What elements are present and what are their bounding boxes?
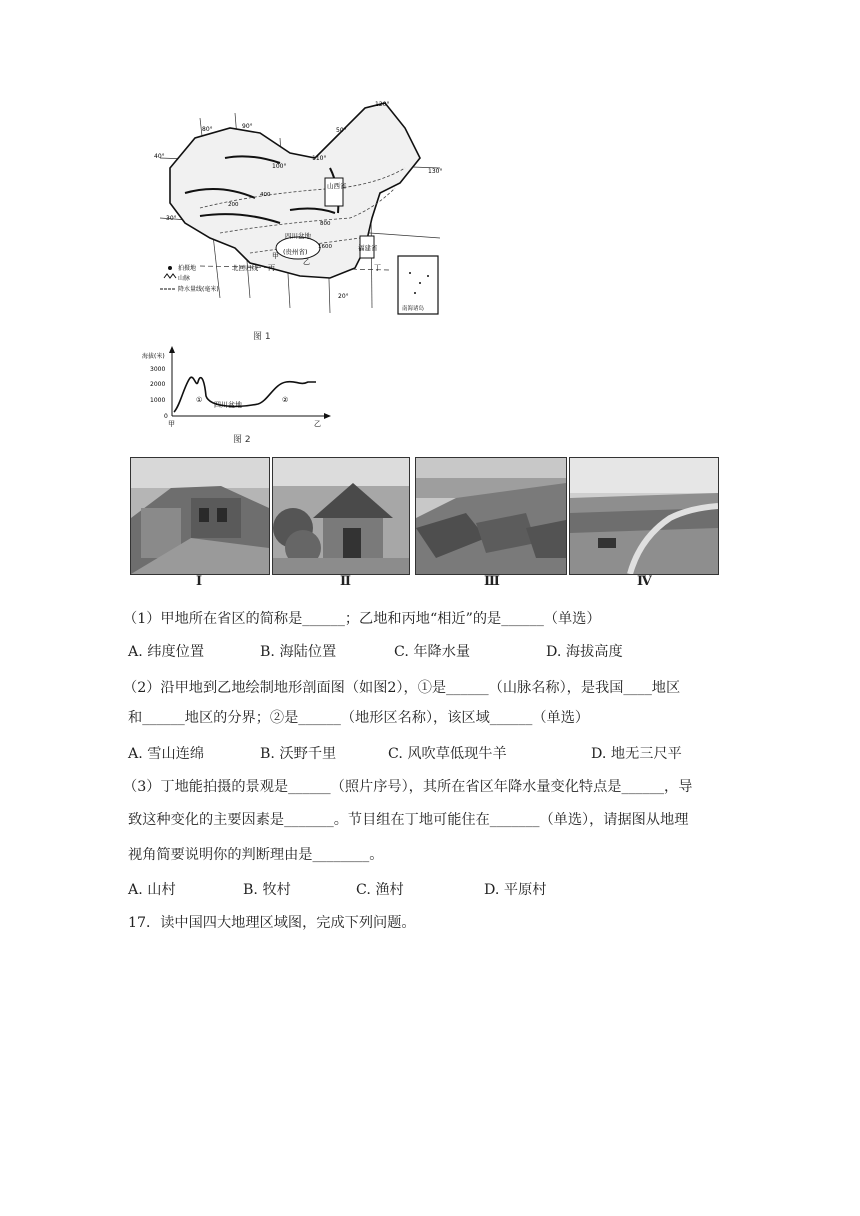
ytick-1000: 1000 [150,397,166,404]
label-nanhai: 南海诸岛 [402,306,425,312]
profile-mark-1: ① [196,396,203,404]
legend-shooting-site: 拍摄地 [178,265,197,272]
photo-label-4: Ⅳ [637,574,652,589]
photo-2 [272,457,410,575]
q2-option-b: B. 沃野千里 [260,746,337,762]
q3-option-c: C. 渔村 [356,882,404,898]
photo-3 [415,457,567,575]
q2-option-d: D. 地无三尺平 [591,746,682,762]
q3-option-d: D. 平原村 [484,882,547,898]
figure1-map [140,98,450,320]
isoline-800: 800 [320,221,331,227]
question-2-line-2: 和______地区的分界；②是______（地形区名称），该区域______（单选） [128,710,590,726]
figure1-caption: 图 1 [253,332,271,342]
q3-option-b: B. 牧村 [243,882,291,898]
tick-lon-130: 130° [428,168,443,175]
photo-label-1: Ⅰ [196,574,203,589]
isoline-200: 200 [228,202,239,208]
ytick-2000: 2000 [150,381,166,388]
q2-option-a: A. 雪山连绵 [128,746,205,762]
tick-lat-20: 20° [338,293,349,300]
q1-option-a: A. 纬度位置 [128,644,205,660]
label-jia: 甲 [272,252,279,260]
profile-mark-2: ② [282,396,289,404]
q1-option-d: D. 海拔高度 [546,644,623,660]
ytick-3000: 3000 [150,366,166,373]
tick-lat-30: 30° [166,215,177,222]
map-legend [160,264,219,293]
q1-option-b: B. 海陆位置 [260,644,337,660]
china-map-svg [140,98,450,320]
label-tropic: 北回归线 [232,264,258,272]
question-17: 17．读中国四大地理区域图，完成下列问题。 [128,915,416,931]
profile-svg [140,346,340,428]
profile-x-start: 甲 [168,420,175,428]
question-3-line-2: 致这种变化的主要因素是_______。节目组在丁地可能住在_______（单选），请据图从地理 [128,812,689,828]
profile-basin-label: 四川盆地 [214,401,242,409]
tick-lon-100: 100° [272,163,287,170]
label-sichuan: 四川盆地 [285,232,311,240]
tick-lon-110: 110° [312,155,327,162]
question-3-line-1: （3）丁地能拍摄的景观是______（照片序号），其所在省区年降水量变化特点是______，导 [123,779,693,795]
label-yi: 乙 [303,258,310,266]
q1-option-c: C. 年降水量 [394,644,471,660]
tick-lat-50: 50° [336,127,347,134]
photo-label-2: Ⅱ [340,574,351,589]
ytick-0: 0 [164,413,168,420]
photo-label-3: Ⅲ [484,574,500,589]
legend-mountain: 山脉 [178,275,191,282]
photo-1 [130,457,270,575]
figure2-caption: 图 2 [233,435,251,445]
label-bing: 丙 [268,264,275,272]
photo-4 [569,457,719,575]
tick-lat-40: 40° [154,153,165,160]
tick-lon-80: 80° [202,126,213,133]
tick-lon-120: 120° [375,101,390,108]
q2-option-c: C. 风吹草低现牛羊 [388,746,507,762]
question-3-line-3: 视角简要说明你的判断理由是________。 [128,847,384,863]
question-1: （1）甲地所在省区的简称是______；乙地和丙地“相近”的是______（单选） [123,611,601,627]
label-guizhou: (贵州省) [283,248,308,256]
label-fujian: 福建省 [358,244,378,252]
profile-x-end: 乙 [314,420,321,428]
question-2-line-1: （2）沿甲地到乙地绘制地形剖面图（如图2），①是______（山脉名称），是我国____地区 [123,680,681,696]
isoline-1600: 1600 [318,244,332,250]
profile-line [174,377,316,412]
label-shanxi: 山西省 [327,182,347,190]
label-ding: 丁 [374,264,381,272]
tick-lon-90: 90° [242,123,253,130]
isoline-400: 400 [260,192,271,198]
q3-option-a: A. 山村 [128,882,176,898]
figure2-profile [140,346,340,428]
profile-ylabel: 海拔(米) [142,353,165,360]
legend-isoline: 降水量线(毫米) [178,286,219,293]
